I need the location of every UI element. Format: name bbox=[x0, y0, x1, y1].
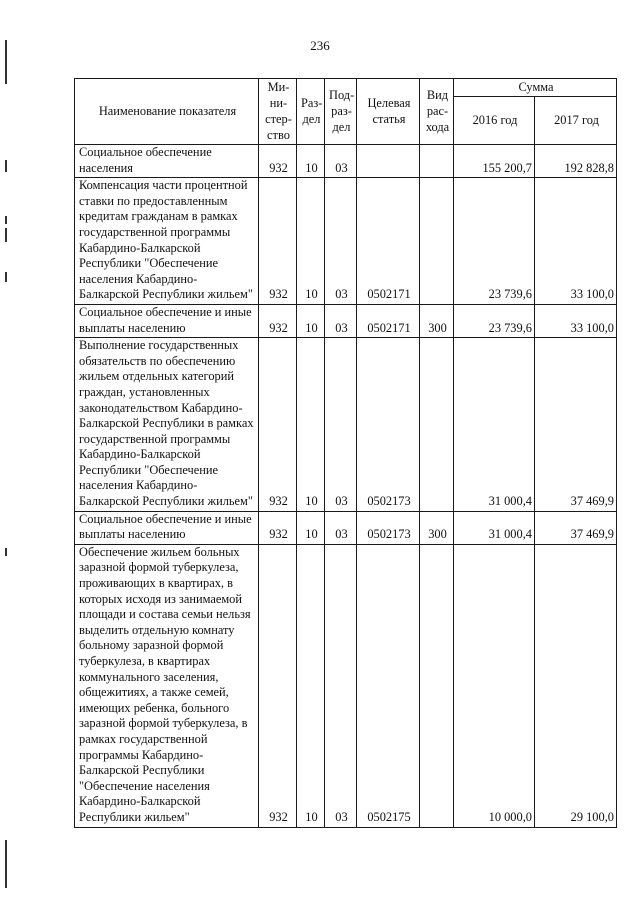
row-sum-2016: 155 200,7 bbox=[454, 145, 535, 178]
table-row bbox=[75, 145, 617, 178]
row-sum-2016: 23 739,6 bbox=[454, 304, 535, 337]
row-sum-2016: 31 000,4 bbox=[454, 511, 535, 544]
row-name: Социальное обеспечение населения bbox=[75, 145, 259, 178]
row-expense-type bbox=[420, 544, 454, 827]
row-target: 0502175 bbox=[357, 544, 420, 827]
row-section: 10 bbox=[297, 338, 325, 512]
row-target bbox=[357, 145, 420, 178]
margin-mark bbox=[5, 840, 7, 888]
row-expense-type: 300 bbox=[420, 304, 454, 337]
table-body bbox=[75, 145, 617, 828]
row-ministry: 932 bbox=[259, 338, 297, 512]
margin-mark bbox=[5, 40, 7, 84]
row-expense-type bbox=[420, 145, 454, 178]
row-target: 0502171 bbox=[357, 304, 420, 337]
header-section: Раз- дел bbox=[297, 79, 325, 145]
header-year-2017: 2017 год bbox=[535, 97, 617, 145]
row-expense-type bbox=[420, 178, 454, 305]
row-target: 0502173 bbox=[357, 511, 420, 544]
margin-mark bbox=[5, 216, 7, 224]
header-name: Наименование показателя bbox=[75, 79, 259, 145]
header-target: Целевая статья bbox=[357, 79, 420, 145]
margin-mark bbox=[5, 228, 7, 242]
header-sum: Сумма bbox=[454, 79, 617, 97]
row-sum-2017: 192 828,8 bbox=[535, 145, 617, 178]
row-sum-2017: 29 100,0 bbox=[535, 544, 617, 827]
row-name: Обеспечение жильем больных заразной формой туберкулеза, проживающих в квартирах, в которых исходя из занимаемой площади и состава семьи нельзя выделить отдельную комнату больному заразной формой туберкулеза, в квартирах коммунального заселения, общежитиях, а также семей, имеющих ребенка, больного заразной формой туберкулеза, в рамках государственной программы Кабардино-Балкарской Республики "Обеспечение населения Кабардино-Балкарской Республики жильем" bbox=[75, 544, 259, 827]
table-row bbox=[75, 544, 617, 827]
row-sum-2017: 33 100,0 bbox=[535, 178, 617, 305]
row-target: 0502171 bbox=[357, 178, 420, 305]
row-subsection: 03 bbox=[325, 304, 357, 337]
row-sum-2016: 10 000,0 bbox=[454, 544, 535, 827]
row-section: 10 bbox=[297, 304, 325, 337]
row-sum-2016: 23 739,6 bbox=[454, 178, 535, 305]
table-row bbox=[75, 304, 617, 337]
table-row bbox=[75, 338, 617, 512]
row-name: Выполнение государственных обязательств по обеспечению жильем отдельных категорий граждан, установленных законодательством Кабардино-Балкарской Республики в рамках государственной программы Кабардино-Балкарской Республики "Обеспечение населения Кабардино-Балкарской Республики жильем" bbox=[75, 338, 259, 512]
margin-mark bbox=[5, 272, 7, 282]
row-target: 0502173 bbox=[357, 338, 420, 512]
row-subsection: 03 bbox=[325, 178, 357, 305]
row-sum-2017: 33 100,0 bbox=[535, 304, 617, 337]
row-subsection: 03 bbox=[325, 511, 357, 544]
row-section: 10 bbox=[297, 544, 325, 827]
row-section: 10 bbox=[297, 145, 325, 178]
row-sum-2017: 37 469,9 bbox=[535, 338, 617, 512]
row-name: Социальное обеспечение и иные выплаты населению bbox=[75, 511, 259, 544]
row-subsection: 03 bbox=[325, 338, 357, 512]
table-row bbox=[75, 511, 617, 544]
margin-mark bbox=[5, 160, 7, 172]
budget-table bbox=[74, 78, 617, 828]
table-row bbox=[75, 178, 617, 305]
margin-mark bbox=[5, 548, 7, 556]
row-subsection: 03 bbox=[325, 145, 357, 178]
row-section: 10 bbox=[297, 178, 325, 305]
row-sum-2017: 37 469,9 bbox=[535, 511, 617, 544]
row-ministry: 932 bbox=[259, 511, 297, 544]
row-ministry: 932 bbox=[259, 544, 297, 827]
row-expense-type: 300 bbox=[420, 511, 454, 544]
row-ministry: 932 bbox=[259, 145, 297, 178]
row-sum-2016: 31 000,4 bbox=[454, 338, 535, 512]
row-expense-type bbox=[420, 338, 454, 512]
header-ministry: Ми- ни- стер- ство bbox=[259, 79, 297, 145]
row-name: Социальное обеспечение и иные выплаты населению bbox=[75, 304, 259, 337]
row-subsection: 03 bbox=[325, 544, 357, 827]
header-subsection: Под- раз- дел bbox=[325, 79, 357, 145]
header-expense-type: Вид рас- хода bbox=[420, 79, 454, 145]
header-year-2016: 2016 год bbox=[454, 97, 535, 145]
row-ministry: 932 bbox=[259, 178, 297, 305]
row-section: 10 bbox=[297, 511, 325, 544]
page-number: 236 bbox=[310, 38, 330, 53]
row-name: Компенсация части процентной ставки по предоставленным кредитам гражданам в рамках государственной программы Кабардино-Балкарской Республики "Обеспечение населения Кабардино-Балкарской Республики жильем" bbox=[75, 178, 259, 305]
row-ministry: 932 bbox=[259, 304, 297, 337]
